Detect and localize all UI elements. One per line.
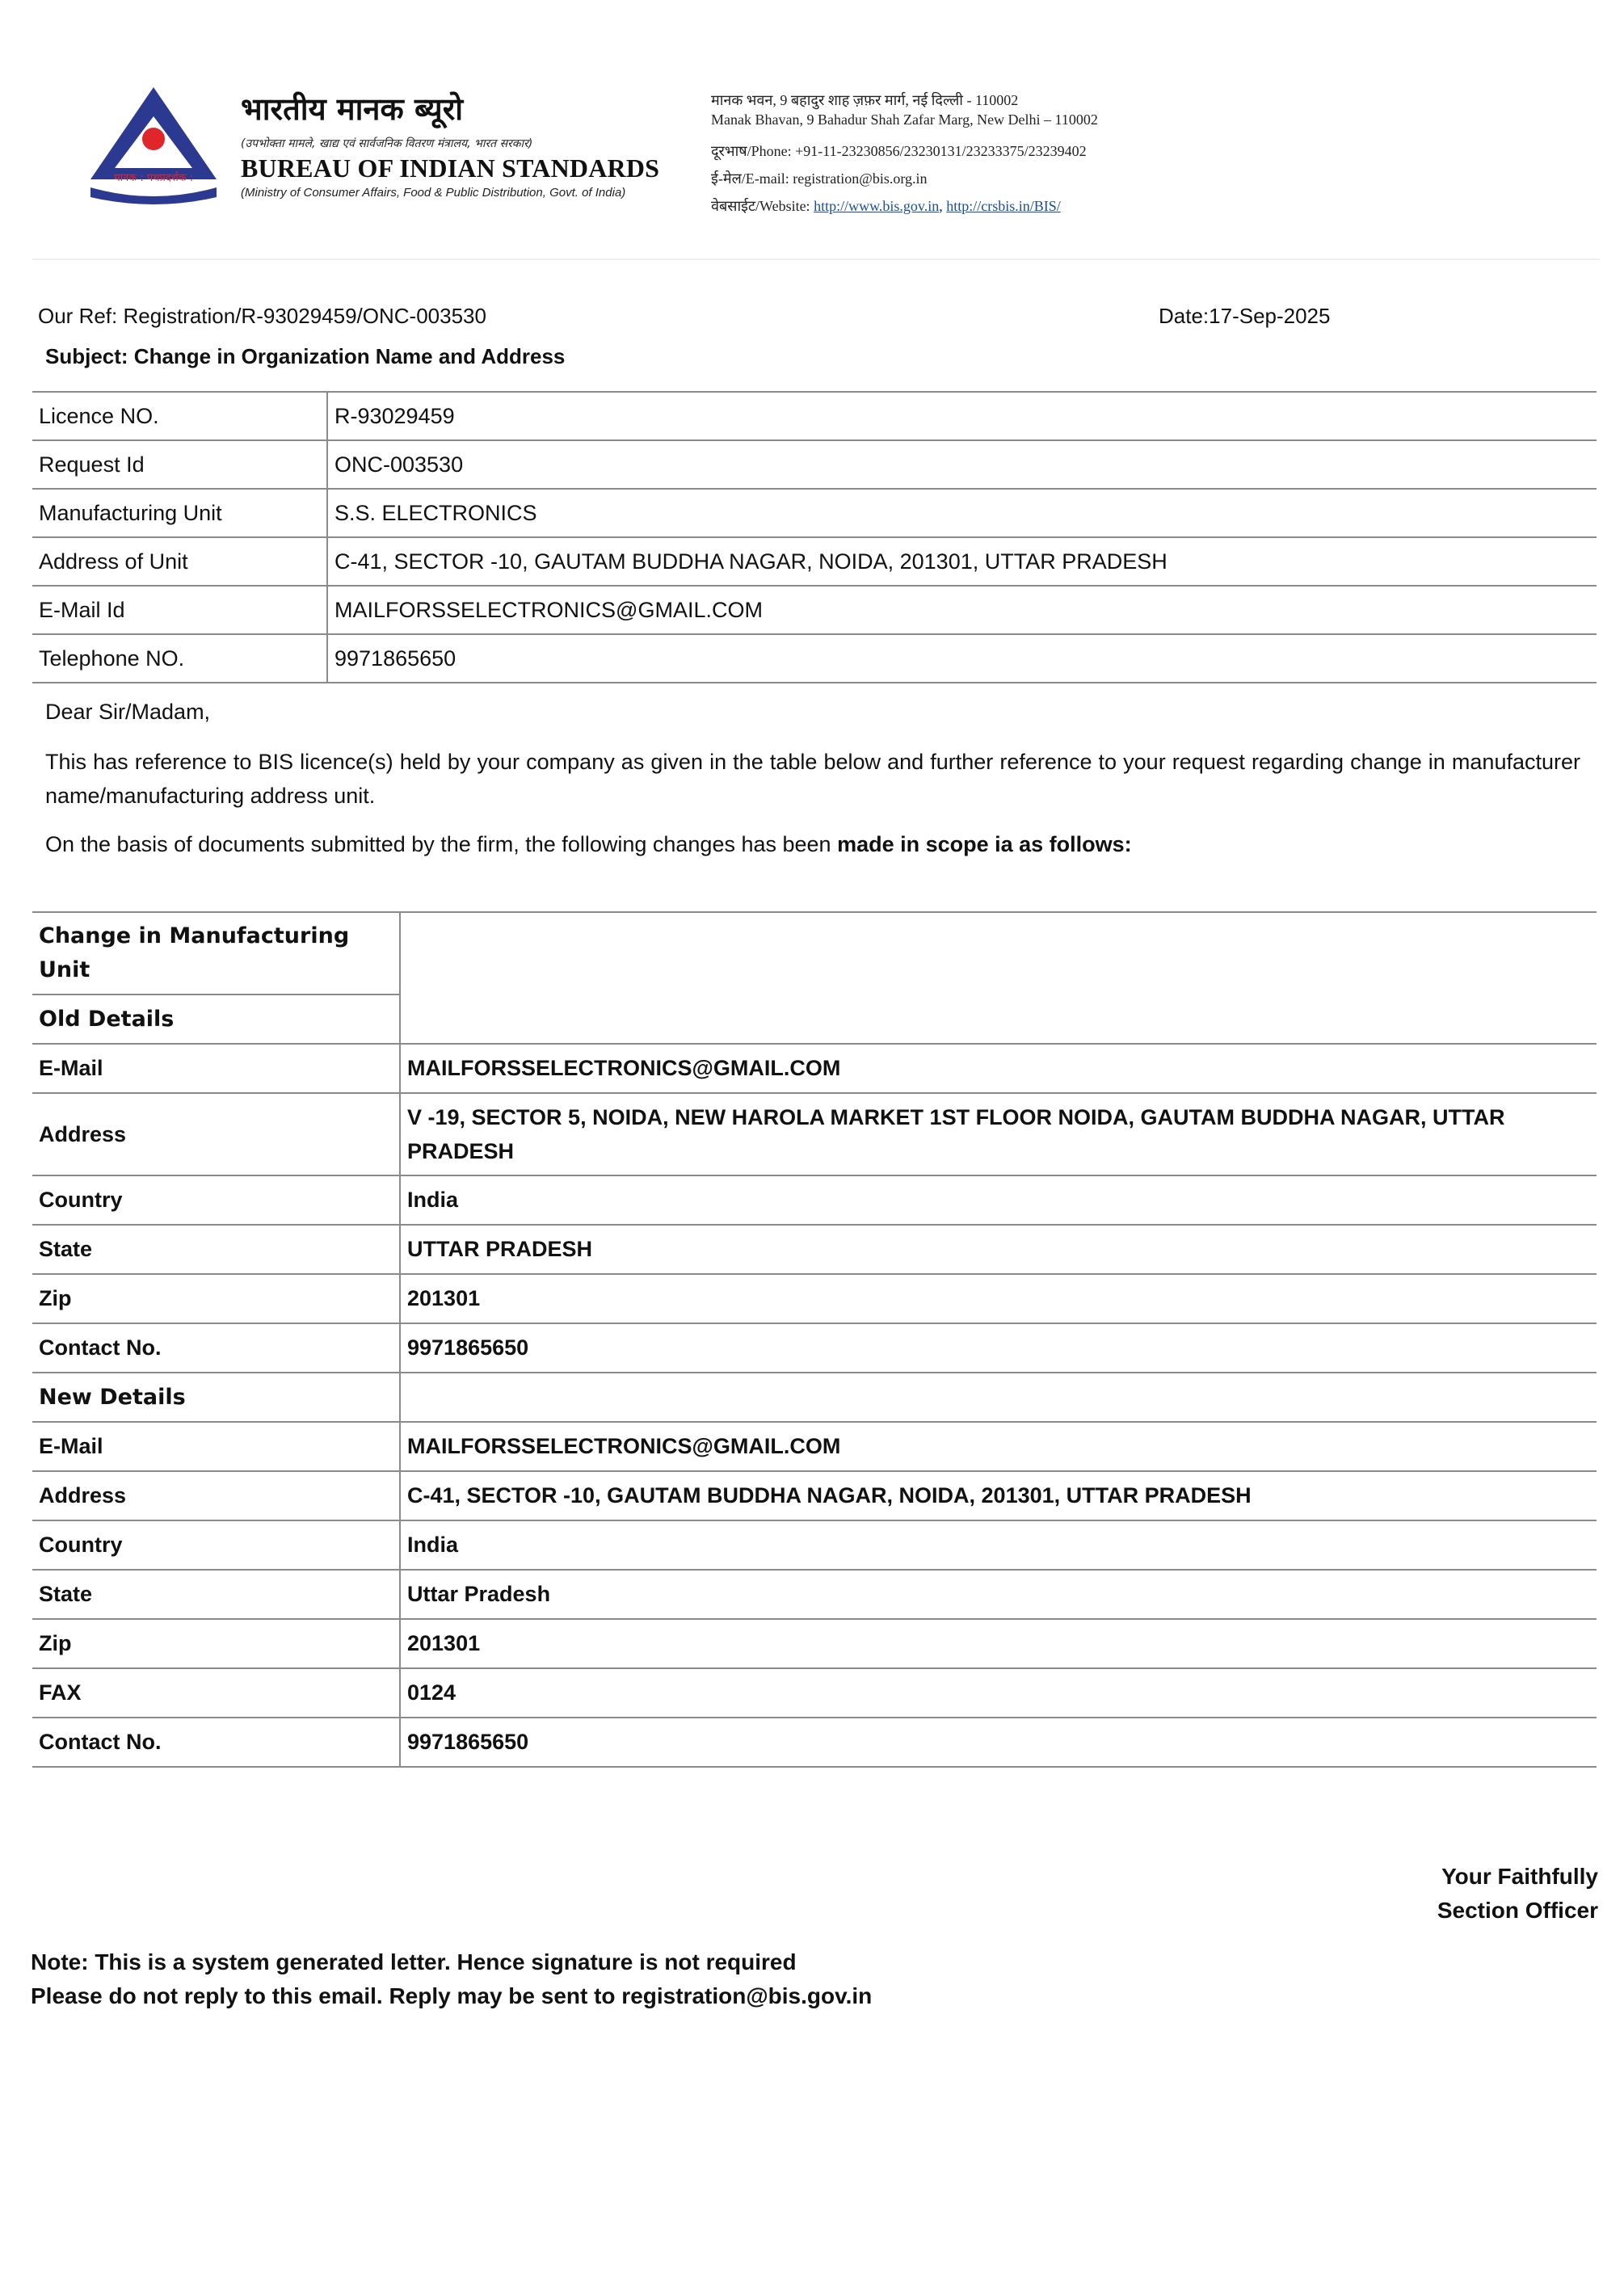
table-row <box>32 1225 1597 1274</box>
table-row <box>32 1274 1597 1323</box>
row-label: Country <box>32 1175 400 1225</box>
table-row <box>32 1570 1597 1619</box>
bis-logo-icon <box>87 84 220 205</box>
website <box>711 192 1098 220</box>
table-row <box>32 1323 1597 1373</box>
org-name: BUREAU OF INDIAN STANDARDS <box>241 153 660 183</box>
row-value: 9971865650 <box>400 1323 1597 1373</box>
row-value: 9971865650 <box>327 634 1597 683</box>
table-row <box>32 1668 1597 1718</box>
row-value: 201301 <box>400 1274 1597 1323</box>
row-label: Telephone NO. <box>32 634 327 683</box>
footer-note <box>31 1945 872 2013</box>
row-value: Uttar Pradesh <box>400 1570 1597 1619</box>
row-value: 9971865650 <box>400 1718 1597 1767</box>
row-label: Licence NO. <box>32 392 327 440</box>
row-label: Manufacturing Unit <box>32 489 327 537</box>
note-system-generated: Note: This is a system generated letter. Hence signature is not required <box>31 1949 797 1974</box>
table-row <box>32 1044 1597 1093</box>
body-paragraph-1: This has reference to BIS licence(s) held by your company as given in the table below and further reference to your request regarding change in manufacturer name/manufacturing address unit. <box>45 750 1580 808</box>
body-paragraph-2-text: On the basis of documents submitted by the firm, the following changes has been <box>45 832 838 856</box>
address: Manak Bhavan, 9 Bahadur Shah Zafar Marg, New Delhi – 110002 <box>711 111 1098 128</box>
table-row <box>32 1175 1597 1225</box>
row-value: R-93029459 <box>327 392 1597 440</box>
empty-cell <box>400 912 1597 1044</box>
row-label: E-Mail <box>32 1044 400 1093</box>
table-row <box>32 1520 1597 1570</box>
letter-date: Date:17-Sep-2025 <box>1159 304 1331 328</box>
signatory-title: Section Officer <box>1437 1898 1598 1923</box>
row-value: V -19, SECTOR 5, NOIDA, NEW HAROLA MARKET 1ST FLOOR NOIDA, GAUTAM BUDDHA NAGAR, UTTAR PRADESH <box>400 1093 1597 1175</box>
ministry-name: (Ministry of Consumer Affairs, Food & Public Distribution, Govt. of India) <box>241 186 626 200</box>
closing-salutation: Your Faithfully <box>1441 1864 1598 1889</box>
subject-line: Subject: Change in Organization Name and Address <box>45 344 566 368</box>
website-sep: , <box>939 198 947 214</box>
row-value: ONC-003530 <box>327 440 1597 489</box>
contact-block <box>711 89 1098 220</box>
header-divider <box>32 259 1600 260</box>
table-row <box>32 1718 1597 1767</box>
row-label: Country <box>32 1520 400 1570</box>
table-row <box>32 489 1597 537</box>
row-value: 0124 <box>400 1668 1597 1718</box>
row-label: Contact No. <box>32 1323 400 1373</box>
row-label: Address of Unit <box>32 537 327 586</box>
changes-title: Change in Manufacturing Unit <box>32 912 400 995</box>
row-label: Address <box>32 1093 400 1175</box>
licence-info-table <box>32 391 1597 683</box>
closing-block <box>1437 1860 1598 1928</box>
row-value: 201301 <box>400 1619 1597 1668</box>
row-value: C-41, SECTOR -10, GAUTAM BUDDHA NAGAR, NOIDA, 201301, UTTAR PRADESH <box>327 537 1597 586</box>
row-value: MAILFORSSELECTRONICS@GMAIL.COM <box>400 1422 1597 1471</box>
reference-number: Our Ref: Registration/R-93029459/ONC-003530 <box>38 304 486 328</box>
address-hindi: मानक भवन, 9 बहादुर शाह ज़फ़र मार्ग, नई दिल्ली - 110002 <box>711 92 1019 108</box>
row-label: E-Mail Id <box>32 586 327 634</box>
table-row <box>32 586 1597 634</box>
row-label: Contact No. <box>32 1718 400 1767</box>
bis-logo <box>87 84 220 205</box>
row-label: State <box>32 1570 400 1619</box>
table-row <box>32 1093 1597 1175</box>
row-label: Request Id <box>32 440 327 489</box>
org-name-hindi: भारतीय मानक ब्यूरो <box>241 90 464 127</box>
table-row <box>32 1373 1597 1422</box>
row-value: S.S. ELECTRONICS <box>327 489 1597 537</box>
table-row <box>32 440 1597 489</box>
row-label: FAX <box>32 1668 400 1718</box>
row-value: MAILFORSSELECTRONICS@GMAIL.COM <box>327 586 1597 634</box>
row-value: C-41, SECTOR -10, GAUTAM BUDDHA NAGAR, NOIDA, 201301, UTTAR PRADESH <box>400 1471 1597 1520</box>
row-value: UTTAR PRADESH <box>400 1225 1597 1274</box>
empty-cell <box>400 1373 1597 1422</box>
email: ई-मेल/E-mail: registration@bis.org.in <box>711 170 928 187</box>
logo-motto: मानक : पथप्रदर्शक : <box>113 172 194 184</box>
row-label: Address <box>32 1471 400 1520</box>
row-value: MAILFORSSELECTRONICS@GMAIL.COM <box>400 1044 1597 1093</box>
row-label: Zip <box>32 1274 400 1323</box>
table-row <box>32 1471 1597 1520</box>
old-details-heading: Old Details <box>32 995 400 1044</box>
body-paragraph-2 <box>45 832 1132 857</box>
new-details-heading: New Details <box>32 1373 400 1422</box>
website-link-bis[interactable]: http://www.bis.gov.in <box>814 198 940 214</box>
greeting: Dear Sir/Madam, <box>45 700 211 724</box>
row-label: E-Mail <box>32 1422 400 1471</box>
table-row <box>32 634 1597 683</box>
note-do-not-reply: Please do not reply to this email. Reply may be sent to registration@bis.gov.in <box>31 1983 873 2008</box>
row-label: Zip <box>32 1619 400 1668</box>
body-paragraph-2-bold: made in scope ia as follows: <box>837 832 1132 856</box>
ministry-hindi: (उपभोक्ता मामले, खाद्य एवं सार्वजनिक वितरण मंत्रालय, भारत सरकार) <box>241 137 533 150</box>
row-value: India <box>400 1520 1597 1570</box>
table-row <box>32 537 1597 586</box>
phone: दूरभाष/Phone: +91-11-23230856/23230131/23233375/23239402 <box>711 143 1087 159</box>
table-row <box>32 1422 1597 1471</box>
website-label: वेबसाईट/Website: <box>711 198 814 214</box>
table-row <box>32 912 1597 995</box>
changes-table <box>32 911 1597 1768</box>
website-link-crsbis[interactable]: http://crsbis.in/BIS/ <box>946 198 1061 214</box>
table-row <box>32 1619 1597 1668</box>
row-value: India <box>400 1175 1597 1225</box>
table-row <box>32 392 1597 440</box>
row-label: State <box>32 1225 400 1274</box>
